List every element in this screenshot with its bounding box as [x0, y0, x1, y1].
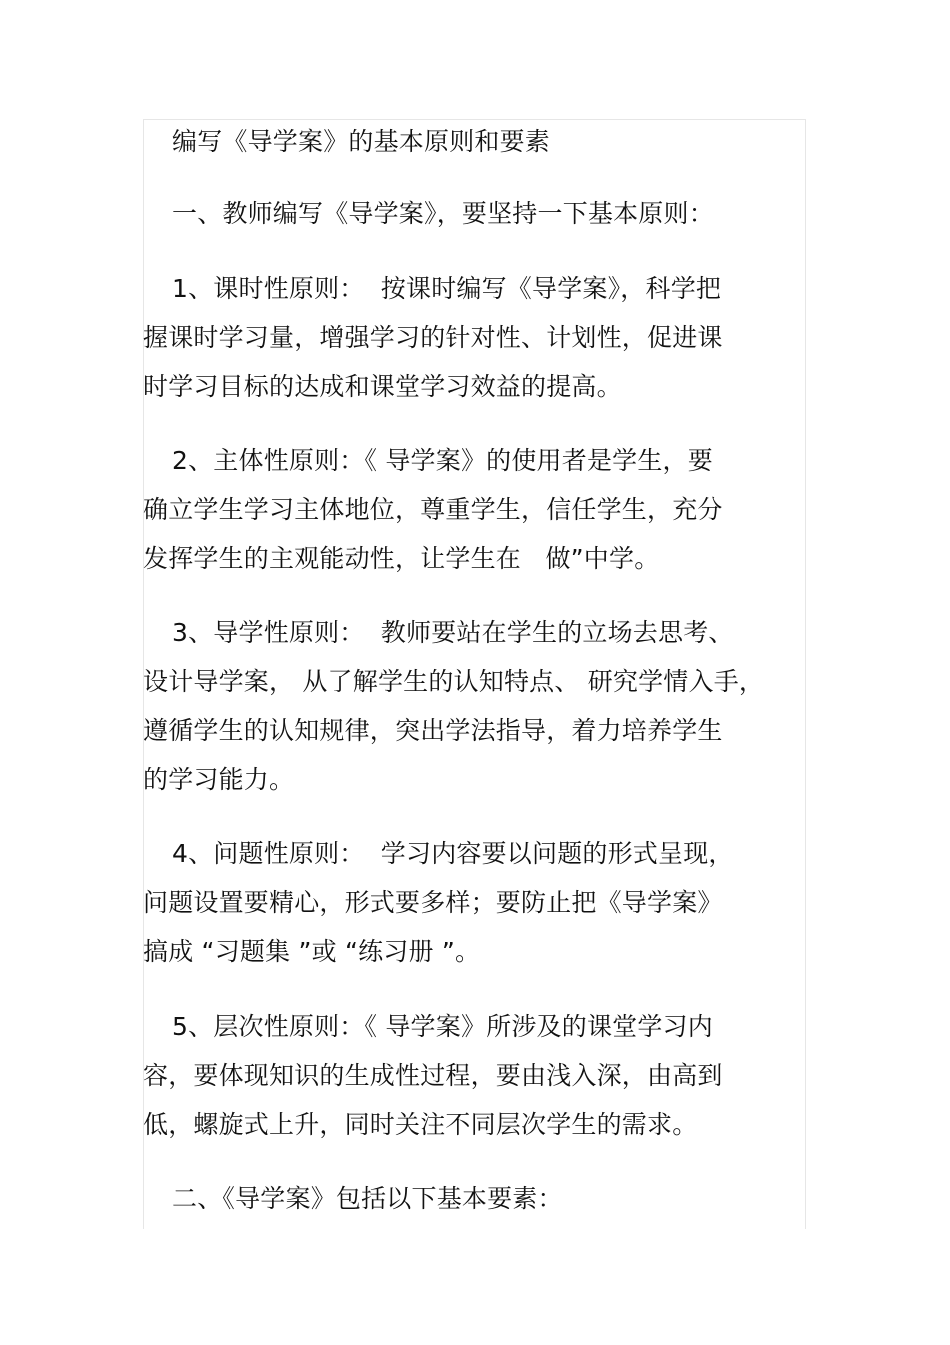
- principle-5-line-2: 容，要体现知识的生成性过程，要由浅入深，由高到: [143, 1061, 723, 1090]
- principle-5-line-1: 5、层次性原则：《 导学案》所涉及的课堂学习内: [172, 1012, 713, 1041]
- principle-1-line-3: 时学习目标的达成和课堂学习效益的提高。: [143, 372, 622, 401]
- principle-2-line-2: 确立学生学习主体地位，尊重学生，信任学生，充分: [143, 495, 723, 524]
- principle-3-line-1: 3、导学性原则： 教师要站在学生的立场去思考、: [172, 618, 734, 647]
- principle-1-line-2: 握课时学习量，增强学习的针对性、计划性，促进课: [143, 323, 723, 352]
- principle-3-line-2: 设计导学案， 从了解学生的认知特点、 研究学情入手，: [143, 667, 765, 696]
- principle-1-line-1: 1、课时性原则： 按课时编写《导学案》，科学把: [172, 274, 722, 303]
- document-title: 编写《导学案》的基本原则和要素: [172, 127, 551, 156]
- principle-4-line-1: 4、问题性原则： 学习内容要以问题的形式呈现，: [172, 839, 734, 868]
- principle-3-line-4: 的学习能力。: [143, 765, 295, 794]
- section-1-heading: 一、教师编写《导学案》，要坚持一下基本原则：: [172, 199, 714, 228]
- principle-2-line-1: 2、主体性原则：《 导学案》的使用者是学生，要: [172, 446, 713, 475]
- principle-2-line-3: 发挥学生的主观能动性，让学生在 做”中学。: [143, 544, 660, 573]
- principle-4-line-2: 问题设置要精心，形式要多样；要防止把《导学案》: [143, 888, 723, 917]
- principle-4-line-3: 搞成 “习题集 ”或 “练习册 ”。: [143, 937, 481, 966]
- principle-3-line-3: 遵循学生的认知规律，突出学法指导，着力培养学生: [143, 716, 723, 745]
- section-2-heading: 二、《导学案》包括以下基本要素：: [172, 1184, 563, 1213]
- principle-5-line-3: 低，螺旋式上升，同时关注不同层次学生的需求。: [143, 1110, 698, 1139]
